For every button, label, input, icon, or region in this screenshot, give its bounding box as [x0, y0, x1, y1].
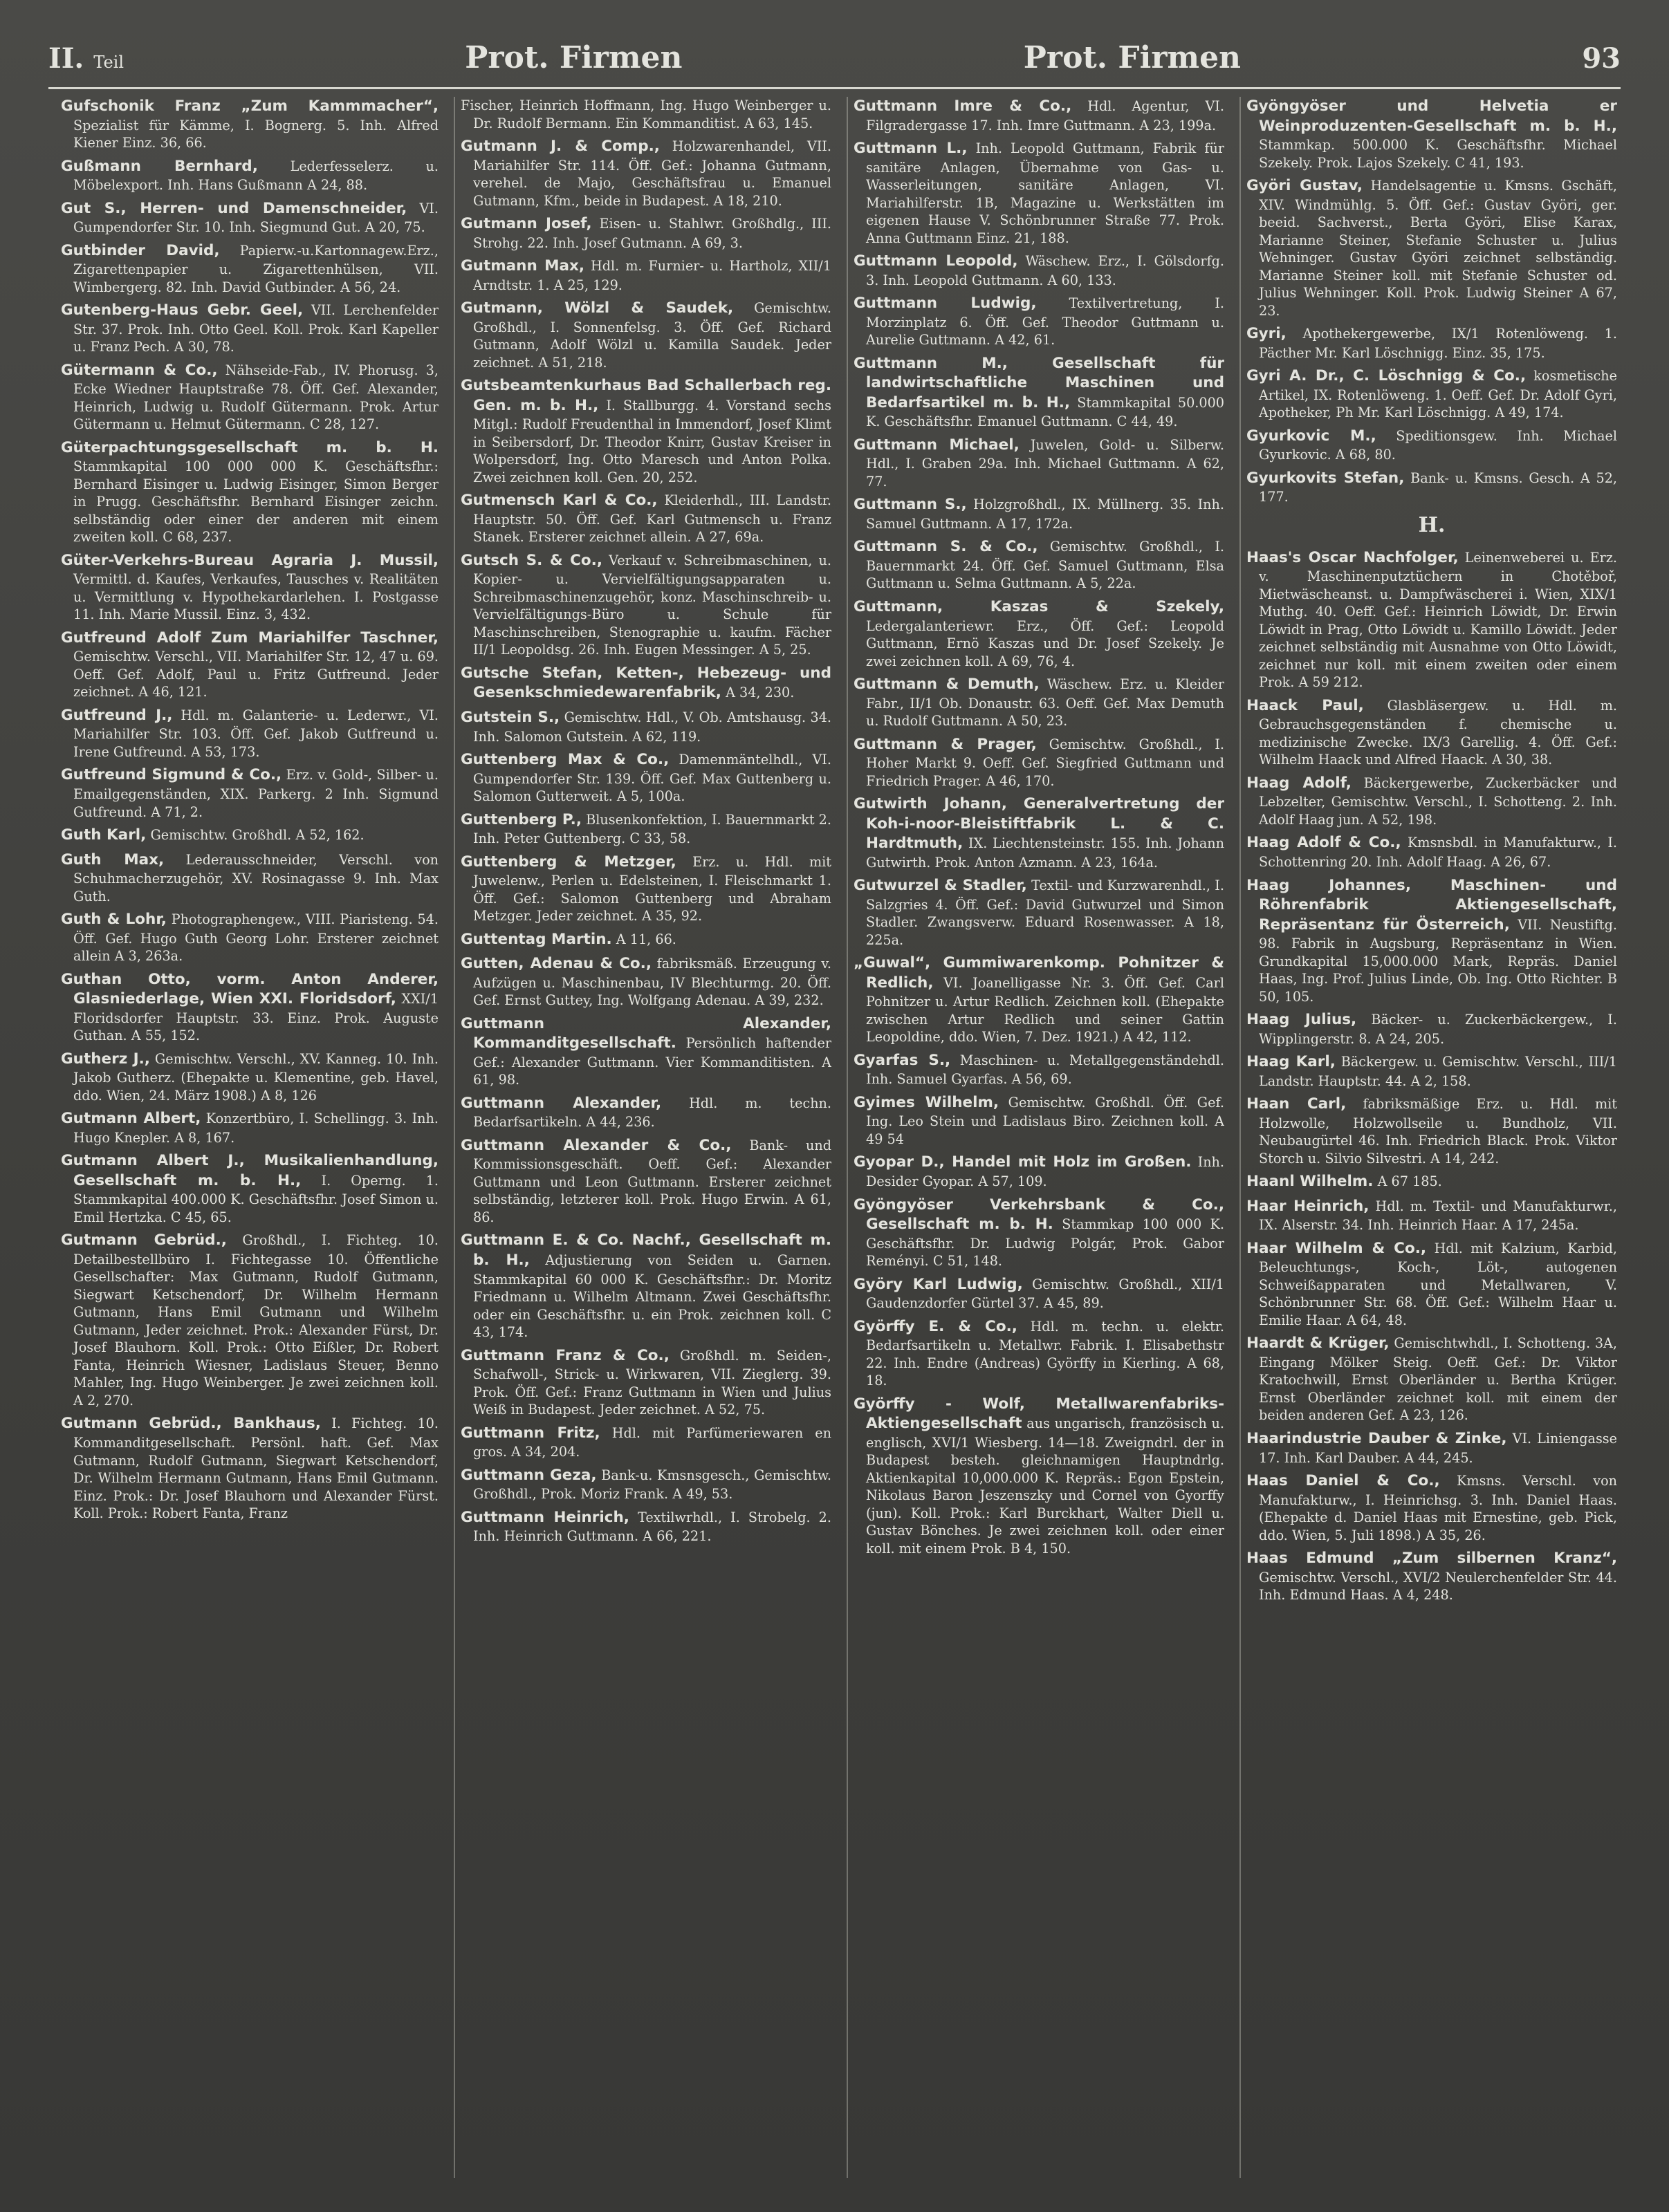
directory-entry — [854, 1317, 1224, 1390]
firm-details: XXI/1 Floridsdorfer Hauptstr. 33. Einz. Prok. Auguste Guthan. A 55, 152. — [73, 991, 439, 1044]
directory-entry — [854, 1196, 1224, 1270]
firm-details: kosmetische Artikel, IX. Rotenlöweng. 1. Oeff. Gef. Dr. Adolf Gyri, Apotheker, Ph Mr. Karl Löschnigg. A 49, 174. — [1259, 368, 1617, 421]
firm-details: Damenmäntelhdl., VI. Gumpendorfer Str. 139. Öff. Gef. Max Guttenberg u. Salomon Gutterweit. A 5, 100a. — [473, 752, 831, 805]
firm-name: Guttmann & Demuth, — [854, 676, 1040, 694]
firm-details: VI. Gumpendorfer Str. 10. Inh. Siegmund Gut. A 20, 75. — [73, 200, 439, 236]
firm-name: Gutmensch Karl & Co., — [461, 492, 658, 510]
firm-name: Guttmann Ludwig, — [854, 295, 1037, 313]
firm-name: Haar Heinrich, — [1246, 1197, 1370, 1215]
firm-details: IX. Liechtensteinstr. 155. Inh. Johann Gutwirth. Prok. Anton Azmann. A 23, 164a. — [866, 835, 1224, 871]
directory-entry — [854, 537, 1224, 593]
firm-details: Eisen- u. Stahlwr. Großhdlg., III. Strohg. 22. Inh. Josef Gutmann. A 69, 3. — [473, 216, 831, 251]
firm-name: Guttmann S., — [854, 496, 967, 514]
firm-name: Haar Wilhelm & Co., — [1246, 1239, 1427, 1257]
firm-name: Haas Edmund „Zum silbernen Kranz“, — [1246, 1550, 1617, 1568]
directory-entry — [461, 1094, 831, 1131]
directory-entry — [61, 97, 439, 152]
directory-entry — [61, 361, 439, 434]
firm-name: Guttmann M., Gesellschaft für landwirtschaftliche Maschinen und Bedarfsartikel m. b. H., — [854, 354, 1224, 411]
directory-entry — [1246, 1471, 1617, 1544]
directory-entry — [461, 214, 831, 252]
directory-entry — [1246, 1010, 1617, 1048]
directory-entry — [461, 708, 831, 745]
firm-name: Gyöngyöser und Helvetia er Weinproduzenten-Gesellschaft m. b. H., — [1246, 97, 1617, 135]
directory-entry — [461, 376, 831, 486]
directory-entry — [461, 1424, 831, 1461]
entry-columns — [61, 97, 1617, 2178]
directory-entry — [854, 495, 1224, 532]
directory-entry — [61, 1109, 439, 1146]
firm-name: Haas's Oscar Nachfolger, — [1246, 548, 1459, 566]
firm-name: Györffy - Wolf, Metallwarenfabriks-Aktiengesellschaft — [854, 1395, 1224, 1433]
directory-entry — [61, 706, 439, 761]
directory-entry — [61, 438, 439, 546]
directory-entry — [461, 1346, 831, 1419]
firm-name: Gyurkovits Stefan, — [1246, 469, 1405, 487]
section-letter-h: H. — [1418, 512, 1446, 537]
firm-details: Gemischtw. Großhdl. Öff. Gef. Ing. Leo Stein und Ladislaus Biro. Zeichnen koll. A 49 54 — [866, 1094, 1224, 1147]
firm-details: Textilwrhdl., I. Strobelg. 2. Inh. Heinrich Guttmann. A 66, 221. — [473, 1509, 831, 1545]
firm-name: Guttenberg P., — [461, 810, 582, 828]
firm-name: Gütermann & Co., — [61, 361, 218, 379]
firm-details: Gemischtw. Großhdl., I. Hoher Markt 9. Oeff. Gef. Siegfried Guttmann und Friedrich Prager. A 46, 170. — [866, 736, 1224, 789]
firm-details: Bank- u. Kmsns. Gesch. A 52, 177. — [1259, 470, 1617, 505]
firm-name: Gutsch S. & Co., — [461, 551, 602, 569]
firm-details: Spezialist für Kämme, I. Bognerg. 5. Inh. Alfred Kiener Einz. 36, 66. — [73, 117, 439, 151]
firm-details: Bäckergew. u. Gemischtw. Verschl., III/1 Landstr. Hauptstr. 44. A 2, 158. — [1259, 1054, 1617, 1089]
firm-details: Juwelen, Gold- u. Silberw. Hdl., I. Graben 29a. Inh. Michael Guttmann. A 62, 77. — [866, 436, 1224, 490]
directory-entry — [1246, 427, 1617, 464]
firm-details: Wäschew. Erz., I. Gölsdorfg. 3. Inh. Leopold Guttmann. A 60, 133. — [866, 253, 1224, 288]
firm-details: Gemischtw. Großhdl. A 52, 162. — [150, 827, 365, 844]
firm-details: Stammkap 100 000 K. Geschäftsfhr. Dr. Ludwig Polgár, Prok. Gabor Reményi. C 51, 148. — [866, 1216, 1224, 1270]
firm-name: Güter-Verkehrs-Bureau Agraria J. Mussil, — [61, 551, 439, 569]
firm-details: fabriksmäßige Erz. u. Hdl. mit Holzwolle, Holzwollseile u. Bundholz, VII. Neubaugürtel 46. Inh. Friedrich Black. Prok. Viktor Storch u. Silvio Silvestri. A 14, 242. — [1259, 1096, 1617, 1167]
directory-entry — [61, 1231, 439, 1409]
firm-name: Gutsbeamtenkurhaus Bad Schallerbach reg. Gen. m. b. H., — [461, 377, 831, 414]
directory-entry — [1246, 1239, 1617, 1330]
firm-name: Gutmann Gebrüd., Bankhaus, — [61, 1415, 321, 1433]
firm-name: Guttenberg & Metzger, — [461, 853, 676, 871]
directory-entry — [854, 354, 1224, 431]
firm-details: Bäcker- u. Zuckerbäckergew., I. Wipplingerstr. 8. A 24, 205. — [1259, 1012, 1617, 1047]
directory-entry — [461, 551, 831, 659]
firm-name: Gutmann Albert J., Musikalienhandlung, Gesellschaft m. b. H., — [61, 1152, 439, 1189]
firm-name: Guttmann & Prager, — [854, 735, 1037, 753]
column-1 — [61, 97, 439, 2178]
directory-entry — [61, 241, 439, 297]
directory-entry — [1246, 97, 1617, 171]
firm-details: Stammkapital 50.000 K. Geschäftsfhr. Emanuel Guttmann. C 44, 49. — [866, 394, 1224, 430]
firm-details: Persönlich haftender Gef.: Alexander Guttmann. Vier Kommanditisten. A 61, 98. — [473, 1035, 831, 1088]
page-header — [48, 40, 1621, 82]
directory-entry — [61, 765, 439, 821]
firm-name: Haag Johannes, Maschinen- und Röhrenfabrik Aktiengesellschaft, Repräsentanz für Österreich, — [1246, 876, 1617, 933]
directory-entry — [854, 675, 1224, 730]
firm-details: Gemischtw. Hdl., V. Ob. Amtshausg. 34. Inh. Salomon Gutstein. A 62, 119. — [473, 709, 831, 745]
firm-details: Hdl. mit Parfümeriewaren en gros. A 34, 204. — [473, 1424, 831, 1460]
firm-details: Bäckergewerbe, Zuckerbäcker und Lebzelter, Gemischtw. Verschl., I. Schotteng. 2. Inh. Adolf Haag jun. A 52, 198. — [1259, 774, 1617, 828]
firm-details: Gemischtw. Verschl., VII. Mariahilfer Str. 12, 47 u. 69. Oeff. Gef. Adolf, Paul u. Fritz Gutfreund. Jeder zeichnet. A 46, 121. — [73, 649, 439, 700]
firm-details: Gemischtwhdl., I. Schotteng. 3A, Eingang Mölker Steig. Oeff. Gef.: Dr. Viktor Kratochwill, Ernst Oberländer u. Bertha Krüger. Ernst Oberländer zeichnet koll. mit einem der beiden anderen Gef. A 23, 126. — [1259, 1335, 1617, 1424]
firm-details: I. Stallburgg. 4. Vorstand sechs Mitgl.: Rudolf Freudenthal in Immendorf, Josef Klimt in Seibersdorf, Dr. Theodor Knirr, Gustav Kreiser in Wolpersdorf, Ing. Otto Maresch und Anton Polka. Zwei zeichnen koll. Gen. 20, 252. — [473, 397, 831, 485]
firm-name: Guttmann Geza, — [461, 1466, 597, 1484]
firm-details: Speditionsgew. Inh. Michael Gyurkovic. A 68, 80. — [1259, 427, 1617, 463]
directory-entry — [854, 597, 1224, 670]
firm-details: VII. Lerchenfelder Str. 37. Prok. Inh. Otto Geel. Koll. Prok. Karl Kapeller u. Franz Pech. A 30, 78. — [73, 302, 439, 355]
firm-name: Guttmann Franz & Co., — [461, 1346, 670, 1364]
directory-entry — [854, 1093, 1224, 1149]
directory-entry — [854, 97, 1224, 134]
firm-details: Kleiderhdl., III. Landstr. Hauptstr. 50. Öff. Gef. Karl Gutmensch u. Franz Stanek. Ersterer zeichnet allein. A 27, 69a. — [473, 492, 831, 546]
directory-entry — [1246, 366, 1617, 422]
firm-details: Hdl. m. techn. u. elektr. Bedarfsartikeln u. Metallwr. Fabrik. I. Elisabethstr 22. Inh. Endre (Andreas) Györffy in Kierling. A 68, 18. — [866, 1318, 1224, 1389]
firm-name: Guttmann Alexander, — [461, 1094, 662, 1112]
directory-entry — [1246, 1549, 1617, 1604]
directory-entry — [854, 735, 1224, 790]
firm-details: A 11, 66. — [616, 931, 676, 947]
firm-details: VI. Joanelligasse Nr. 3. Öff. Gef. Carl Pohnitzer u. Artur Redlich. Zeichnen koll. (Ehepakte zwischen Artur Redlich und seiner Gattin Leopoldine, ddo. Wien, 7. Dez. 1921.) A 42, 112. — [866, 974, 1224, 1045]
directory-entry — [61, 970, 439, 1045]
page-number: 93 — [1582, 42, 1621, 75]
directory-entry — [461, 1466, 831, 1503]
firm-name: Haardt & Krüger, — [1246, 1335, 1390, 1353]
firm-details: Hdl. Agentur, VI. Filgradergasse 17. Inh. Imre Guttmann. A 23, 199a. — [866, 98, 1224, 133]
firm-name: Gutmann Max, — [461, 257, 585, 275]
firm-details: Nähseide-Fab., IV. Phorusg. 3, Ecke Wiedner Hauptstraße 78. Öff. Gef. Alexander, Heinrich, Ludwig u. Rudolf Gütermann. Prok. Artur Gütermann u. Helmut Gütermann. C 28, 127. — [73, 362, 439, 433]
firm-name: Guttmann Imre & Co., — [854, 97, 1072, 115]
firm-name: Gyri A. Dr., C. Löschnigg & Co., — [1246, 367, 1527, 385]
firm-name: Haag Adolf, — [1246, 774, 1352, 792]
firm-details: Ledergalanteriewr. Erz., Öff. Gef.: Leopold Guttmann, Ernö Kaszas und Dr. Josef Szekely. Je zwei zeichnen koll. A 69, 76, 4. — [866, 617, 1224, 669]
firm-name: Guttmann E. & Co. Nachf., Gesellschaft m. b. H., — [461, 1232, 831, 1269]
directory-entry — [1246, 176, 1617, 319]
firm-details: VI. Liniengasse 17. Inh. Karl Dauber. A 44, 245. — [1259, 1430, 1617, 1466]
firm-name: Gyri, — [1246, 325, 1287, 343]
firm-name: Gutmann Josef, — [461, 215, 592, 233]
firm-details: A 67 185. — [1377, 1173, 1442, 1190]
directory-entry — [461, 299, 831, 371]
firm-details: Hdl. mit Kalzium, Karbid, Beleuchtungs-, Koch-, Löt-, autogenen Schweißapparaten und Metallwaren, V. Schönbrunner Str. 68. Öff. Gef.: Wilhelm Haar u. Emilie Haar. A 64, 48. — [1259, 1240, 1617, 1328]
directory-entry — [461, 810, 831, 848]
directory-entry — [854, 794, 1224, 871]
firm-name: Guttenberg Max & Co., — [461, 751, 670, 769]
directory-entry — [1246, 548, 1617, 691]
firm-name: Gutmann Gebrüd., — [61, 1232, 227, 1249]
directory-entry — [1246, 696, 1617, 769]
firm-name: Gyopar D., Handel mit Holz im Großen. — [854, 1153, 1192, 1171]
firm-name: Gufschonik Franz „Zum Kammmacher“, — [61, 97, 439, 115]
firm-details: Vermittl. d. Kaufes, Verkaufes, Tausches v. Realitäten u. Vermittlung v. Hypothekardarlehen. I. Postgasse 11. Inh. Marie Mussil. Einz. 3, 432. — [73, 571, 439, 623]
firm-details: Gemischtw. Verschl., XVI/2 Neulerchenfelder Str. 44. Inh. Edmund Haas. A 4, 248. — [1259, 1569, 1617, 1604]
directory-entry — [854, 1395, 1224, 1558]
directory-entry — [461, 664, 831, 703]
firm-name: Gutmann Albert, — [61, 1110, 201, 1128]
firm-name: Haas Daniel & Co., — [1246, 1472, 1440, 1490]
firm-details: Bank-u. Kmsnsgesch., Gemischtw. Großhdl., Prok. Moriz Frank. A 49, 53. — [473, 1467, 831, 1503]
firm-details: A 34, 230. — [726, 685, 795, 701]
firm-name: Gutfreund J., — [61, 706, 173, 724]
firm-name: Gutmann, Wölzl & Saudek, — [461, 299, 734, 317]
firm-details: Textil- und Kurzwarenhdl., I. Salzgries 4. Öff. Gef.: David Gutwurzel und Simon Stadler. Zwangsverw. Eduard Rosenwasser. A 18, 225a. — [866, 877, 1224, 948]
directory-entry — [854, 1051, 1224, 1088]
firm-name: Gutwurzel & Stadler, — [854, 877, 1027, 895]
column-3 — [847, 97, 1224, 2178]
firm-name: Haag Adolf & Co., — [1246, 834, 1401, 852]
firm-name: Guttentag Martin. — [461, 930, 612, 948]
firm-name: Guth Karl, — [61, 826, 147, 844]
firm-details: Textilvertretung, I. Morzinplatz 6. Öff. Gef. Theodor Guttmann u. Aurelie Guttmann. A 42, 61. — [866, 295, 1224, 348]
firm-name: Guttmann Heinrich, — [461, 1508, 629, 1526]
firm-name: Gutenberg-Haus Gebr. Geel, — [61, 301, 304, 319]
directory-entry — [1246, 833, 1617, 871]
firm-details: Kmsnsbdl. in Manufakturw., I. Schottenring 20. Inh. Adolf Haag. A 26, 67. — [1259, 835, 1617, 871]
firm-details: Lederfesselerz. u. Möbelexport. Inh. Hans Gußmann A 24, 88. — [73, 158, 439, 194]
firm-details: Fischer, Heinrich Hoffmann, Ing. Hugo Weinberger u. Dr. Rudolf Bermann. Ein Kommanditist. A 63, 145. — [461, 97, 831, 131]
column-4 — [1239, 97, 1617, 2178]
directory-entry — [1246, 1095, 1617, 1167]
firm-details: Hdl. m. Furnier- u. Hartholz, XII/1 Arndtstr. 1. A 25, 129. — [473, 258, 831, 293]
directory-entry — [61, 910, 439, 965]
directory-entry — [461, 750, 831, 806]
firm-name: Guttmann Michael, — [854, 436, 1020, 454]
directory-entry — [1246, 469, 1617, 506]
firm-details: I. Fichteg. 10. Kommanditgesellschaft. Persönl. haft. Gef. Max Gutmann, Rudolf Gutmann, Siegwart Ketschendorf, Dr. Wilhelm Hermann Gutmann, Hans Emil Gutmann. Einz. Prok.: Dr. Josef Blauhorn und Alexander Fürst. Koll. Prok.: Robert Fanta, Franz — [73, 1415, 439, 1522]
firm-name: Gutmann J. & Comp., — [461, 138, 660, 155]
firm-name: Gußmann Bernhard, — [61, 157, 258, 175]
firm-name: Haag Julius, — [1246, 1011, 1357, 1029]
firm-name: Gutstein S., — [461, 708, 560, 726]
firm-details: I. Operng. 1. Stammkapital 400.000 K. Geschäftsfhr. Josef Simon u. Emil Hertzka. C 45, 65. — [73, 1172, 439, 1225]
firm-name: Gutfreund Sigmund & Co., — [61, 766, 282, 784]
firm-name: Györffy E. & Co., — [854, 1317, 1017, 1335]
firm-details: Hdl. m. Textil- und Manufakturwr., IX. Alserstr. 34. Inh. Heinrich Haar. A 17, 245a. — [1259, 1198, 1617, 1234]
directory-entry — [854, 1153, 1224, 1190]
column-2 — [454, 97, 831, 2178]
firm-details: Hdl. m. techn. Bedarfsartikeln. A 44, 236. — [473, 1095, 831, 1131]
part-label: II. Teil — [48, 42, 124, 75]
directory-entry — [461, 137, 831, 210]
directory-entry — [61, 551, 439, 624]
directory-entry — [1246, 876, 1617, 1006]
directory-entry — [61, 1151, 439, 1226]
firm-name: Gyarfas S., — [854, 1051, 951, 1069]
directory-entry — [854, 252, 1224, 289]
directory-entry — [61, 301, 439, 356]
firm-details: Holzwarenhandel, VII. Mariahilfer Str. 114. Öff. Gef.: Johanna Gutmann, verehel. de Majo, Geschäftsfrau u. Emanuel Gutmann, Kfm., beide in Budapest. A 18, 210. — [473, 138, 831, 209]
firm-details: Großhdl., I. Fichteg. 10. Detailbestellbüro I. Fichtegasse 10. Öffentliche Gesellschafter: Max Gutmann, Rudolf Gutmann, Siegwart Ketschendorf, Dr. Wilhelm Hermann Gutmann, Hans Emil Gutmann und Wilhelm Gutmann, Jeder zeichnet. Prok.: Alexander Fürst, Dr. Josef Blauhorn. Koll. Prok.: Otto Eißler, Dr. Robert Fanta, Heinrich Wiesner, Ladislaus Steuer, Benno Mahler, Ing. Hugo Weinberger. Je zwei zeichnen koll. A 2, 270. — [73, 1232, 439, 1409]
firm-name: Haarindustrie Dauber & Zinke, — [1246, 1429, 1507, 1447]
directory-entry — [1246, 1172, 1617, 1192]
firm-name: Guthan Otto, vorm. Anton Anderer, Glasniederlage, Wien XXI. Floridsdorf, — [61, 970, 439, 1008]
directory-entry — [1246, 1052, 1617, 1090]
firm-name: Gutherz J., — [61, 1050, 150, 1068]
firm-name: Gutfreund Adolf Zum Mariahilfer Taschner, — [61, 629, 439, 647]
directory-entry — [61, 1050, 439, 1105]
firm-details: Erz. v. Gold-, Silber- u. Emailgegenständen, XIX. Parkerg. 2 Inh. Sigmund Gutfreund. A 71, 2. — [73, 767, 439, 820]
firm-details: Inh. Desider Gyopar. A 57, 109. — [866, 1154, 1224, 1190]
firm-name: Güterpachtungsgesellschaft m. b. H. — [61, 438, 439, 456]
directory-entry — [461, 1231, 831, 1341]
firm-name: Györy Karl Ludwig, — [854, 1275, 1023, 1293]
firm-name: Gutsche Stefan, Ketten-, Hebezeug- und Gesenkschmiedewarenfabrik, — [461, 664, 831, 702]
firm-details: Papierw.-u.Kartonnagew.Erz., Zigarettenpapier u. Zigarettenhülsen, VII. Wimbergerg. 82. Inh. David Gutbinder. A 56, 24. — [73, 242, 439, 295]
firm-name: Guttmann S. & Co., — [854, 538, 1038, 556]
directory-entry — [854, 139, 1224, 247]
firm-name: Gutwirth Johann, Generalvertretung der Koh-i-noor-Bleistiftfabrik L. & C. Hardtmuth, — [854, 795, 1224, 853]
firm-details: Adjustierung von Seiden u. Garnen. Stammkapital 60 000 K. Geschäftsfhr.: Dr. Moritz Friedmann u. Wilhelm Altmann. Zwei Geschäftsfhr. oder ein Geschäftsfhr. u. ein Prok. zeichnen koll. C 43, 174. — [473, 1252, 831, 1341]
firm-details: Hdl. m. Galanterie- u. Lederwr., VI. Mariahilfer Str. 103. Öff. Gef. Jakob Gutfreund u. Irene Gutfreund. A 53, 173. — [73, 707, 439, 760]
firm-details: Stammkapital 100 000 000 K. Geschäftsfhr.: Bernhard Eisinger u. Ludwig Eisinger, Simon Berger in Prugg. Geschäftsfhr. Bernhard Eisinger zeichn. selbständig oder einer der anderen mit einem zweiten koll. C 68, 237. — [73, 458, 439, 546]
firm-details: fabriksmäß. Erzeugung v. Aufzügen u. Maschinenbau, IV Blechturmg. 20. Öff. Gef. Ernst Guttey, Ing. Wolfgang Adenau. A 39, 232. — [473, 956, 831, 1009]
firm-details: Gemischtw. Großhdl., I. Sonnenfelsg. 3. Öff. Gef. Richard Gutmann, Adolf Wölzl u. Kamilla Saudek. Jeder zeichnet. A 51, 218. — [473, 300, 831, 371]
firm-details: Blusenkonfektion, I. Bauernmarkt 2. Inh. Peter Guttenberg. C 33, 58. — [473, 811, 831, 847]
directory-entry — [61, 629, 439, 701]
directory-entry — [61, 1414, 439, 1522]
firm-details: Leinenweberei u. Erz. v. Maschinenputztüchern in Chotěboř, Mietwäscheanst. u. Dampfwäscherei i. Wien, XIX/1 Muthg. 40. Oeff. Gef.: Heinrich Löwidt, Dr. Erwin Löwidt in Prag, Otto Löwidt u. Kamillo Löwidt. Jeder zeichnet selbständig mit Ausnahme von Otto Löwidt, zeichnet nur koll. mit einem zweiten oder einem Prok. A 59 212. — [1259, 549, 1617, 691]
directory-entry — [61, 199, 439, 236]
firm-details: aus ungarisch, französisch u. englisch, XVI/1 Wiesberg. 14—18. Zweigndrl. der in Budapest besteh. gleichnamigen Hauptndrlg. Aktienkapital 10,000.000 K. Repräs.: Egon Epstein, Nikolaus Baron Jeszenszky und Cornel von Gyorffy (jun). Koll. Prok.: Karl Burckhart, Walter Diell u. Gustav Bönches. Je zwei zeichnen koll. oder einer koll. mit einem Prok. B 4, 150. — [866, 1415, 1224, 1556]
firm-name: Guttmann, Kaszas & Szekely, — [854, 597, 1224, 615]
firm-details: Inh. Leopold Guttmann, Fabrik für sanitäre Anlagen, Übernahme von Gas- u. Wasserleitungen, sanitäre Anlagen, VI. Mariahilferstr. 1B, Magazine u. Werkstätten im eigenen Hause V. Schönbrunner Straße 77. Prok. Anna Guttmann Einz. 21, 188. — [866, 140, 1224, 246]
directory-entry — [461, 954, 831, 1010]
directory-entry — [854, 294, 1224, 349]
firm-details: Holzgroßhdl., IX. Müllnerg. 35. Inh. Samuel Guttmann. A 17, 172a. — [866, 496, 1224, 532]
firm-name: Guttmann Leopold, — [854, 252, 1018, 270]
directory-entry — [1246, 1197, 1617, 1234]
firm-name: Györi Gustav, — [1246, 177, 1363, 195]
firm-details: Stammkap. 500.000 K. Geschäftsfhr. Michael Szekely. Prok. Lajos Szekely. C 41, 193. — [1259, 137, 1617, 171]
firm-details: Großhdl. m. Seiden-, Schafwoll-, Strick- u. Wirkwaren, VII. Zieglerg. 39. Prok. Öff. Gef.: Franz Guttmann in Wien und Julius Weiß in Budapest. Jeder zeichnet. A 52, 75. — [473, 1347, 831, 1418]
directory-entry — [1246, 1429, 1617, 1467]
firm-details: Maschinen- u. Metallgegenständehdl. Inh. Samuel Gyarfas. A 56, 69. — [866, 1052, 1224, 1088]
directory-entry — [1246, 324, 1617, 362]
firm-details: Konzertbüro, I. Schellingg. 3. Inh. Hugo Knepler. A 8, 167. — [73, 1110, 439, 1146]
firm-details: Erz. u. Hdl. mit Juwelenw., Perlen u. Edelsteinen, I. Fleischmarkt 1. Öff. Gef.: Salomon Guttenberg und Abraham Metzger. Jeder zeichnet. A 35, 92. — [473, 853, 831, 924]
firm-name: Gyurkovic M., — [1246, 427, 1376, 445]
firm-name: Haag Karl, — [1246, 1053, 1336, 1071]
running-title-right: Prot. Firmen — [1023, 40, 1242, 75]
firm-name: Guttmann L., — [854, 140, 968, 158]
firm-details: Verkauf v. Schreibmaschinen, u. Kopier- u. Vervielfältigungsapparaten u. Schreibmaschinenzugehör, konz. Maschinschreib- u. Vervielfältigungs-Büro u. Schule für Maschinschreiben, Stenographie u. kaufm. Fächer II/1 Leopoldsg. 26. Inh. Eugen Messinger. A 5, 25. — [473, 552, 831, 658]
firm-details: Handelsagentie u. Kmsns. Gschäft, XIV. Windmühlg. 5. Öff. Gef.: Gustav Györi, ger. beeid. Sachverst., Berta Györi, Elise Karax, Marianne Steiner, Stefanie Schuster u. Julius Wehninger. Gustav Györi zeichnet selbständig. Marianne Steiner koll. mit Stefanie Schuster od. Julius Wehninger. Koll. Prok. Ludwig Steiner A 67, 23. — [1259, 178, 1617, 319]
header-rule — [48, 87, 1621, 89]
firm-name: Gyöngyöser Verkehrsbank & Co., Gesellschaft m. b. H. — [854, 1196, 1224, 1234]
directory-entry — [461, 1136, 831, 1227]
firm-details: Photographengew., VIII. Piaristeng. 54. Öff. Gef. Hugo Guth Georg Lohr. Ersterer zeichnet allein A 3, 263a. — [73, 911, 439, 965]
firm-details: Gemischtw. Großhdl., I. Bauernmarkt 24. Öff. Gef. Samuel Guttmann, Elsa Guttmann u. Selma Guttmann. A 5, 22a. — [866, 539, 1224, 592]
directory-entry — [461, 853, 831, 925]
firm-details: Gemischtw. Großhdl., XII/1 Gaudenzdorfer Gürtel 37. A 45, 89. — [866, 1276, 1224, 1312]
firm-name: Gutten, Adenau & Co., — [461, 955, 652, 973]
directory-entry — [1246, 1334, 1617, 1424]
firm-details: Kmsns. Verschl. von Manufakturw., I. Heinrichsg. 3. Inh. Daniel Haas. (Ehepakte d. Daniel Haas mit Ernestine, geb. Pick, ddo. Wien, 5. Juli 1898.) A 35, 26. — [1259, 1473, 1617, 1543]
firm-name: Gut S., Herren- und Damenschneider, — [61, 199, 407, 217]
firm-details: Apothekergewerbe, IX/1 Rotenlöweng. 1. Päcther Mr. Karl Löschnigg. Einz. 35, 175. — [1259, 326, 1617, 361]
firm-details: Bank- und Kommissionsgeschäft. Oeff. Gef.: Alexander Guttmann und Leon Guttmann. Ersterer zeichnet selbständig, letzterer koll. Prok. Hugo Erwin. A 61, 86. — [473, 1137, 831, 1225]
firm-name: Gutbinder David, — [61, 241, 220, 259]
directory-entry — [854, 954, 1224, 1046]
firm-details: Gemischtw. Verschl., XV. Kanneg. 10. Inh. Jakob Gutherz. (Ehepakte u. Klementine, geb. Havel, ddo. Wien, 24. März 1908.) A 8, 126 — [73, 1050, 439, 1104]
firm-name: Gyimes Wilhelm, — [854, 1093, 999, 1111]
directory-entry — [61, 851, 439, 906]
firm-name: Haack Paul, — [1246, 696, 1364, 714]
directory-entry — [461, 1508, 831, 1545]
directory-entry — [461, 930, 831, 950]
running-title-left: Prot. Firmen — [465, 40, 683, 75]
firm-name: Guttmann Alexander, Kommanditgesellschaft. — [461, 1014, 831, 1052]
firm-name: Haan Carl, — [1246, 1095, 1347, 1113]
directory-entry — [461, 97, 831, 132]
firm-name: „Guwal“, Gummiwarenkomp. Pohnitzer & Redlich, — [854, 954, 1224, 992]
directory-entry — [854, 436, 1224, 491]
directory-entry — [61, 826, 439, 846]
firm-details: Wäschew. Erz. u. Kleider Fabr., II/1 Ob. Donaustr. 63. Oeff. Gef. Max Demuth u. Rudolf Guttmann. A 50, 23. — [866, 676, 1224, 729]
directory-entry — [854, 1275, 1224, 1312]
directory-entry — [461, 491, 831, 546]
firm-name: Guth & Lohr, — [61, 911, 167, 929]
firm-details: VII. Neustiftg. 98. Fabrik in Augsburg, Repräsentanz in Wien. Grundkapital 15,000.000 Mark, Repräs. Daniel Haas, Ing. Prof. Julius Linde, Ob. Ing. Otto Richter. B 50, 105. — [1259, 916, 1617, 1005]
firm-name: Guth Max, — [61, 851, 165, 868]
directory-entry — [461, 257, 831, 294]
directory-entry — [461, 1014, 831, 1089]
firm-name: Guttmann Alexander & Co., — [461, 1136, 732, 1154]
directory-entry — [61, 157, 439, 194]
firm-name: Guttmann Fritz, — [461, 1424, 600, 1442]
directory-entry — [854, 876, 1224, 949]
firm-details: Glasbläsergew. u. Hdl. m. Gebrauchsgegenständen f. chemische u. medizinische Zwecke. IX/3 Garellig. 4. Öff. Gef.: Wilhelm Haack und Alfred Haack. A 30, 38. — [1259, 697, 1617, 768]
firm-details: Lederausschneider, Verschl. von Schuhmacherzugehör, XV. Rosinagasse 9. Inh. Max Guth. — [73, 851, 439, 904]
directory-entry — [1246, 774, 1617, 829]
firm-name: Haanl Wilhelm. — [1246, 1173, 1374, 1191]
